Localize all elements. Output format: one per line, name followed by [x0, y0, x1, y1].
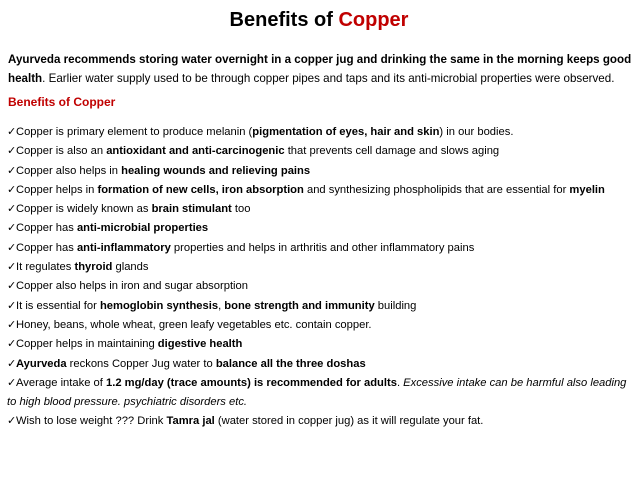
- intro-paragraph: [8, 50, 633, 88]
- bold-text: brain stimulant: [151, 203, 232, 216]
- item-text: glands: [112, 261, 149, 274]
- bold-text: Tamra jal: [166, 415, 215, 428]
- checkmark-icon: ✓: [7, 145, 17, 158]
- bold-text: hemoglobin synthesis: [99, 299, 219, 312]
- list-item: [7, 277, 635, 296]
- list-item: [7, 181, 635, 200]
- title-prefix: Benefits of: [229, 9, 339, 31]
- bold-text: anti-microbial properties: [76, 222, 209, 235]
- item-text: that prevents cell damage and slows aging: [284, 145, 500, 158]
- item-text: Wish to lose weight ??? Drink: [16, 415, 167, 428]
- list-item: [7, 142, 635, 161]
- checkmark-icon: ✓: [7, 318, 17, 331]
- list-item: [7, 219, 635, 238]
- item-text: Honey, beans, whole wheat, green leafy vegetables etc. contain copper.: [16, 318, 372, 331]
- item-text: ) in our bodies.: [439, 126, 514, 138]
- list-item: [7, 374, 635, 413]
- item-text: Copper is widely known as: [16, 203, 152, 216]
- list-item: [7, 335, 635, 354]
- bold-text: formation of new cells, iron absorption: [97, 183, 304, 196]
- checkmark-icon: ✓: [7, 126, 17, 138]
- list-item: [7, 239, 635, 258]
- checkmark-icon: ✓: [7, 338, 17, 351]
- checkmark-icon: ✓: [7, 164, 17, 177]
- item-text: Average intake of: [16, 376, 106, 389]
- bold-text: digestive health: [157, 338, 243, 351]
- checkmark-icon: ✓: [7, 299, 17, 312]
- checkmark-icon: ✓: [7, 357, 17, 370]
- item-text: properties and helps in arthritis and other inflammatory pains: [170, 241, 475, 254]
- title-accent: Copper: [338, 9, 409, 31]
- list-item: [7, 123, 635, 142]
- item-text: building: [374, 299, 417, 312]
- item-text: too: [231, 203, 251, 216]
- benefits-list: [7, 123, 635, 432]
- item-text: .: [396, 376, 404, 389]
- item-text: Copper helps in: [16, 183, 98, 196]
- item-text: Copper is also an: [16, 145, 107, 158]
- section-heading: Benefits of Copper: [8, 95, 116, 109]
- list-item: [7, 316, 635, 335]
- list-item: [7, 412, 635, 431]
- checkmark-icon: ✓: [7, 183, 17, 196]
- bold-text: healing wounds and relieving pains: [121, 164, 311, 177]
- item-text: It regulates: [16, 261, 75, 274]
- bold-text: myelin: [569, 183, 605, 196]
- bold-text: antioxidant and anti-carcinogenic: [106, 145, 285, 158]
- intro-rest-text: . Earlier water supply used to be through copper pipes and taps and its anti-microbial properties were observed.: [42, 72, 615, 85]
- bold-text: 1.2 mg/day (trace amounts) is recommended for adults: [105, 376, 397, 389]
- item-text: Copper has: [16, 241, 77, 254]
- bold-text: Ayurveda: [16, 357, 67, 370]
- bold-text: thyroid: [74, 261, 113, 274]
- bold-text: pigmentation of eyes, hair and skin: [252, 126, 440, 138]
- bold-text: bone strength and immunity: [224, 299, 375, 312]
- checkmark-icon: ✓: [7, 415, 17, 428]
- checkmark-icon: ✓: [7, 261, 17, 274]
- item-text: ,: [218, 299, 225, 312]
- italic-text: Excessive intake can be harmful also leading to high blood pressure. psychiatric disorders etc.: [7, 376, 627, 409]
- checkmark-icon: ✓: [7, 222, 17, 235]
- checkmark-icon: ✓: [7, 280, 17, 293]
- item-text: Copper is primary element to produce melanin (: [16, 126, 253, 138]
- list-item: [7, 258, 635, 277]
- bold-text: balance all the three doshas: [215, 357, 366, 370]
- checkmark-icon: ✓: [7, 203, 17, 216]
- item-text: Copper has: [16, 222, 77, 235]
- checkmark-icon: ✓: [7, 376, 17, 389]
- checkmark-icon: ✓: [7, 241, 17, 254]
- list-item: [7, 297, 635, 316]
- page-title: [0, 8, 638, 32]
- item-text: reckons Copper Jug water to: [66, 357, 216, 370]
- list-item: [7, 355, 635, 374]
- intro-bold-text: Ayurveda recommends storing water overnight in a copper jug and drinking the same in the morning keeps good health: [8, 53, 632, 85]
- item-text: Copper also helps in iron and sugar absorption: [16, 280, 248, 293]
- item-text: and synthesizing phospholipids that are essential for: [303, 183, 570, 196]
- bold-text: anti-inflammatory: [76, 241, 171, 254]
- item-text: Copper also helps in: [16, 164, 122, 177]
- item-text: (water stored in copper jug) as it will regulate your fat.: [214, 415, 484, 428]
- list-item: [7, 200, 635, 219]
- item-text: Copper helps in maintaining: [16, 338, 158, 351]
- item-text: It is essential for: [16, 299, 100, 312]
- list-item: [7, 162, 635, 181]
